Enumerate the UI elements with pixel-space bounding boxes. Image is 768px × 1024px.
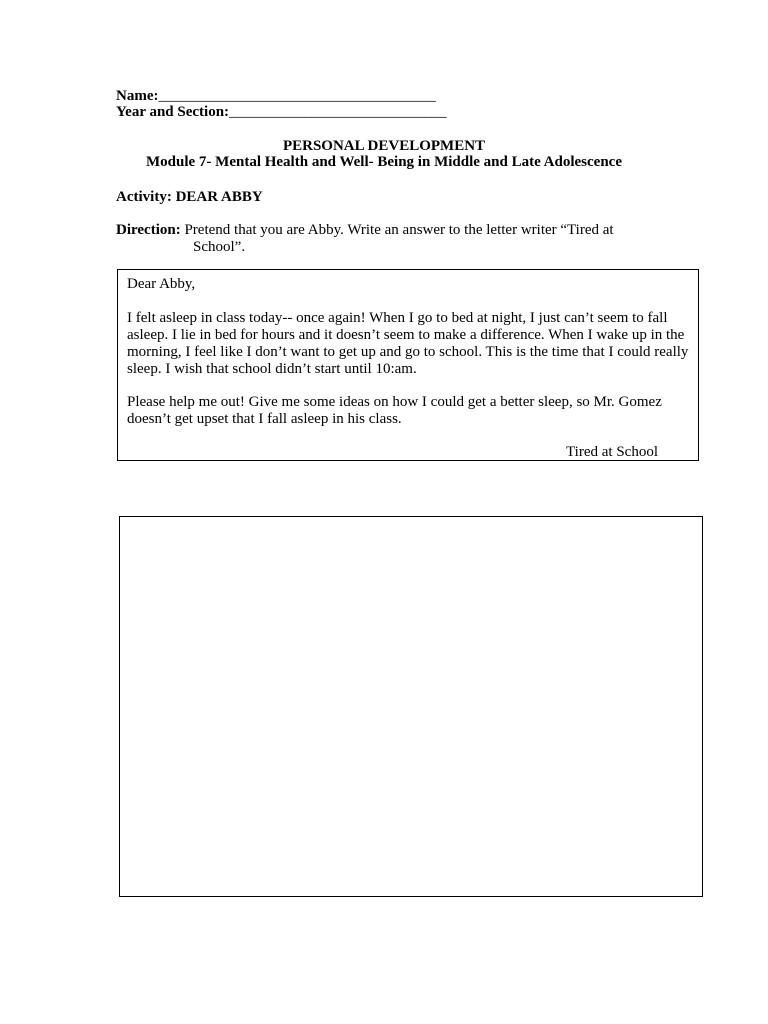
letter-greeting: Dear Abby, [127,276,196,292]
direction-text-line2: School”. [193,239,246,255]
letter-content [127,276,693,461]
activity-heading [116,189,263,206]
activity-title: DEAR ABBY [175,189,263,205]
module-title: Module 7- Mental Health and Well- Being in Middle and Late Adolescence [146,154,622,170]
year-section-blank-line[interactable]: _____________________________ [229,104,447,120]
direction-instructions [116,222,652,256]
name-field-row [116,88,436,105]
direction-label: Direction: [116,222,181,238]
year-section-field-row [116,104,447,121]
name-label: Name: [116,88,159,104]
year-section-label: Year and Section: [116,104,230,120]
letter-signature: Tired at School [566,444,658,460]
activity-label: Activity: [116,189,172,205]
letter-box [117,269,699,461]
direction-text-line1: Pretend that you are Abby. Write an answer to the letter writer “Tired at [184,222,614,238]
letter-paragraph-1: I felt asleep in class today-- once again! When I go to bed at night, I just can’t seem to fall asleep. I lie in bed for hours and it doesn’t seem to make a difference. When I wake up in the morning, I feel like I don’t want to get up and go to school. This is the time that I could really sleep. I wish that school didn’t start until 10:am. [127,310,689,377]
letter-paragraph-2: Please help me out! Give me some ideas on how I could get a better sleep, so Mr. Gomez doesn’t get upset that I fall asleep in his class. [127,394,662,427]
answer-writing-box[interactable] [119,516,703,897]
subject-title: PERSONAL DEVELOPMENT [282,138,486,154]
name-blank-line[interactable]: _____________________________________ [158,88,436,104]
